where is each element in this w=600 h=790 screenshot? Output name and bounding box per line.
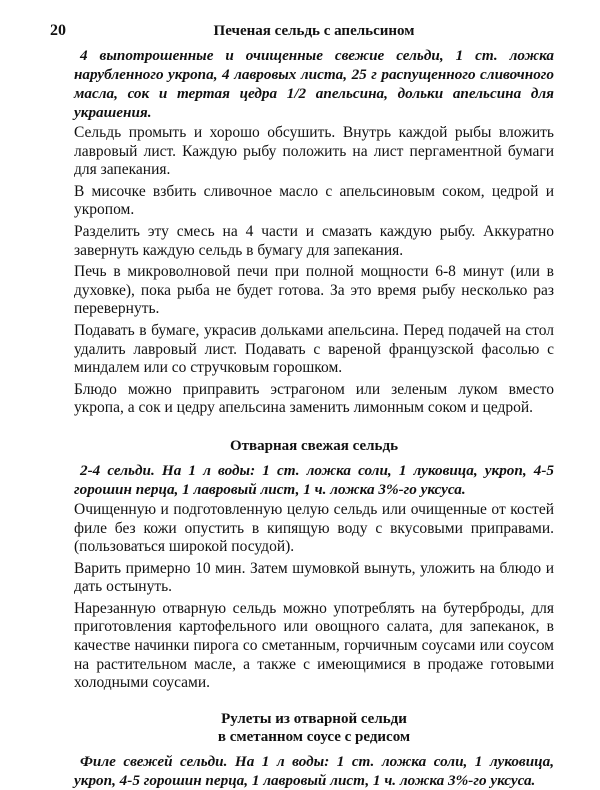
instruction-paragraph: В мисочке взбить сливочное масло с апельсиновым соком, цедрой и укропом.: [74, 182, 554, 219]
instruction-paragraph: Подавать в бумаге, украсив дольками апельсина. Перед подачей на стол удалить лавровый лист. Подавать с вареной французской фасолью с миндалем или со стручковым горошком.: [74, 321, 554, 377]
instruction-paragraph: Очищенную и подготовленную целую сельдь или очищенные от костей филе без кожи опустить в кипящую воду с вкусовыми приправами.(пользоваться широкой посудой).: [74, 500, 554, 556]
instruction-paragraph: Варить примерно 10 мин. Затем шумовкой вынуть, уложить на блюдо и дать остынуть.: [74, 559, 554, 596]
instruction-paragraph: Печь в микроволновой печи при полной мощности 6-8 минут (или в духовке), пока рыба не будет готова. За это время рыбу несколько раз перевернуть.: [74, 263, 554, 318]
section-spacer: [74, 696, 554, 710]
instruction-paragraph: Сельдь промыть и хорошо обсушить. Внутрь каждой рыбы вложить лавровый лист. Каждую рыбу положить на лист пергаментной бумаги для запекания.: [74, 124, 554, 179]
recipe-ingredients: Филе свежей сельди. На 1 л воды: 1 ст. ложка соли, 1 луковица, укроп, 4-5 горошин перца, 1 лавровый лист, 1 ч. ложка 3%-го уксуса.: [74, 752, 554, 789]
section-spacer: [74, 421, 554, 437]
recipe-herring-rolls: [74, 710, 554, 790]
recipe-boiled-herring: [74, 437, 554, 693]
recipe-baked-herring: [74, 22, 554, 418]
recipe-title: Рулеты из отварной сельди в сметанном соусе с редисом: [217, 710, 411, 745]
recipe-title: Печеная сельдь с апельсином: [213, 23, 415, 39]
instruction-paragraph: Блюдо можно приправить эстрагоном или зеленым луком вместо укропа, а сок и цедру апельсина заменить лимонным соком и цедрой.: [74, 380, 554, 417]
instruction-paragraph: Разделить эту смесь на 4 части и смазать каждую рыбу. Аккуратно завернуть каждую сельдь в бумагу для запекания.: [74, 222, 554, 259]
instruction-paragraph: Нарезанную отварную сельдь можно употреблять на бутерброды, для приготовления картофельного или овощного салата, для запеканок, в качестве начинки пирога со сметанным, горчичным соусами или соусом на растительном масле, а также с имеющимися в продаже готовыми холодными соусами.: [74, 599, 554, 692]
recipe-ingredients: 2-4 сельди. На 1 л воды: 1 ст. ложка соли, 1 луковица, укроп, 4-5 горошин перца, 1 лавровый лист, 1 ч. ложка 3%-го уксуса.: [74, 461, 554, 498]
recipe-ingredients: 4 выпотрошенные и очищенные свежие сельди, 1 ст. ложка нарубленного укропа, 4 лавровых листа, 25 г распущенного сливочного масла, сок и тертая цедра 1/2 апельсина, дольки апельсина для украшения.: [74, 47, 554, 121]
page-number: 20: [50, 22, 66, 39]
recipe-title: Отварная свежая сельдь: [229, 437, 398, 454]
